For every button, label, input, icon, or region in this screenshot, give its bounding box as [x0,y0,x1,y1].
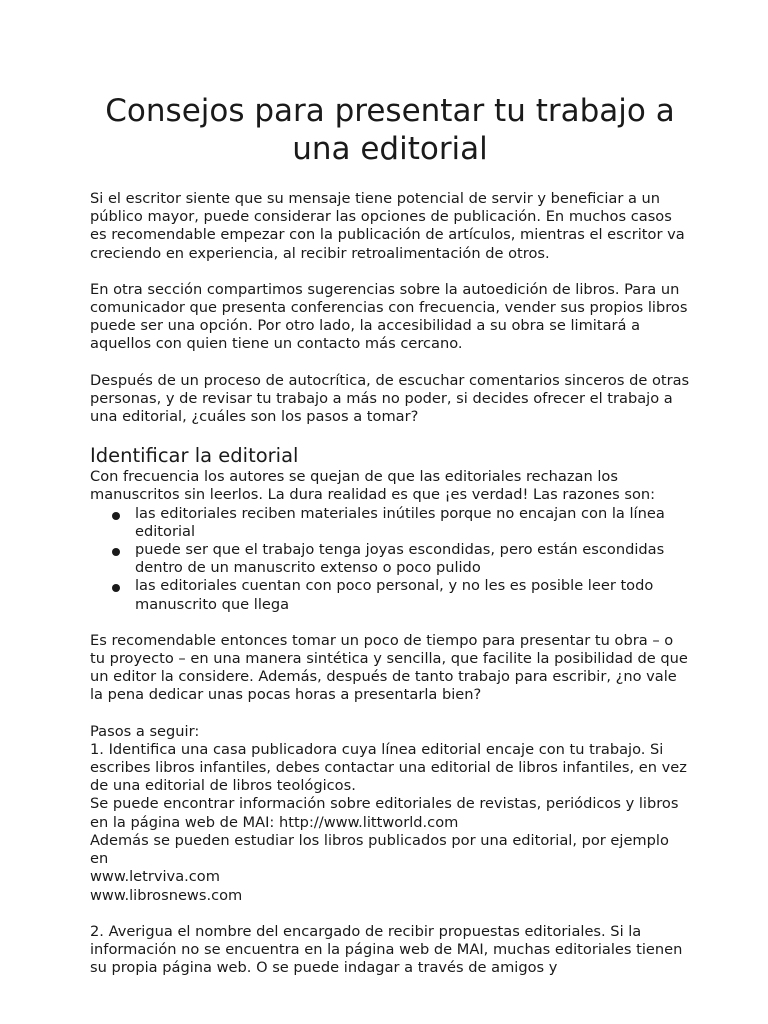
reasons-list [90,505,690,614]
list-item [90,541,690,577]
document-page [90,92,690,995]
link-librosnews[interactable]: www.librosnews.com [90,886,243,904]
step-2-text: 2. Averigua el nombre del encargado de recibir propuestas editoriales. Si la información no se encuentra en la página web de MAI, muchas editoriales tienen su propia página web. O se puede indagar a través de amigos y [90,922,683,977]
list-item [90,505,690,541]
intro-paragraph-1: Si el escritor siente que su mensaje tiene potencial de servir y beneficiar a un público mayor, puede considerar las opciones de publicación. En muchos casos es recomendable empezar con la publicación de artículos, mientras el escritor va creciendo en experiencia, al recibir retroalimentación de otros. [90,190,685,262]
bullet-dot-icon [112,584,120,592]
section-heading: Identificar la editorial [90,444,299,468]
intro-paragraph-3: Después de un proceso de autocrítica, de escuchar comentarios sinceros de otras personas, y de revisar tu trabajo a más no poder, si decides ofrecer el trabajo a una editorial, ¿cuáles son los pasos a tomar? [90,371,690,426]
document-title: Consejos para presentar tu trabajo a una editorial [105,93,675,167]
step-1-info: Se puede encontrar información sobre editoriales de revistas, periódicos y libros en la página web de MAI: http://www.littworld.com [90,795,679,831]
steps-block [90,723,690,905]
section-closing-paragraph: Es recomendable entonces tomar un poco de tiempo para presentar tu obra – o tu proyecto – en una manera sintética y sencilla, que facilite la posibilidad de que un editor la considere. Además, después de tanto trabajo para escribir, ¿no vale la pena dedicar unas pocas horas a presentarla bien? [90,631,688,704]
list-item [90,577,690,613]
step-1-study: Además se pueden estudiar los libros publicados por una editorial, por ejemplo en [90,831,669,868]
step-1-text: 1. Identifica una casa publicadora cuya línea editorial encaje con tu trabajo. Si escribes libros infantiles, debes contactar una editorial de libros infantiles, en vez de una editorial de libros teológicos. [90,740,687,795]
list-item-text: puede ser que el trabajo tenga joyas escondidas, pero están escondidas dentro de un manuscrito extenso o poco pulido [135,541,665,577]
section-lead: Con frecuencia los autores se quejan de que las editoriales rechazan los manuscritos sin leerlos. La dura realidad es que ¡es verdad! Las razones son: [90,468,656,504]
bullet-dot-icon [112,548,120,556]
list-item-text: las editoriales cuentan con poco personal, y no les es posible leer todo manuscrito que llega [135,577,654,613]
intro-paragraph-2: En otra sección compartimos sugerencias sobre la autoedición de libros. Para un comunicador que presenta conferencias con frecuencia, vender sus propios libros puede ser una opción. Por otro lado, la accesibilidad a su obra se limitará a aquellos con quien tiene un contacto más cercano. [90,280,688,353]
link-letrviva[interactable]: www.letrviva.com [90,868,220,886]
steps-label: Pasos a seguir: [90,722,200,740]
bullet-dot-icon [112,512,120,520]
list-item-text: las editoriales reciben materiales inútiles porque no encajan con la línea editorial [135,504,665,540]
